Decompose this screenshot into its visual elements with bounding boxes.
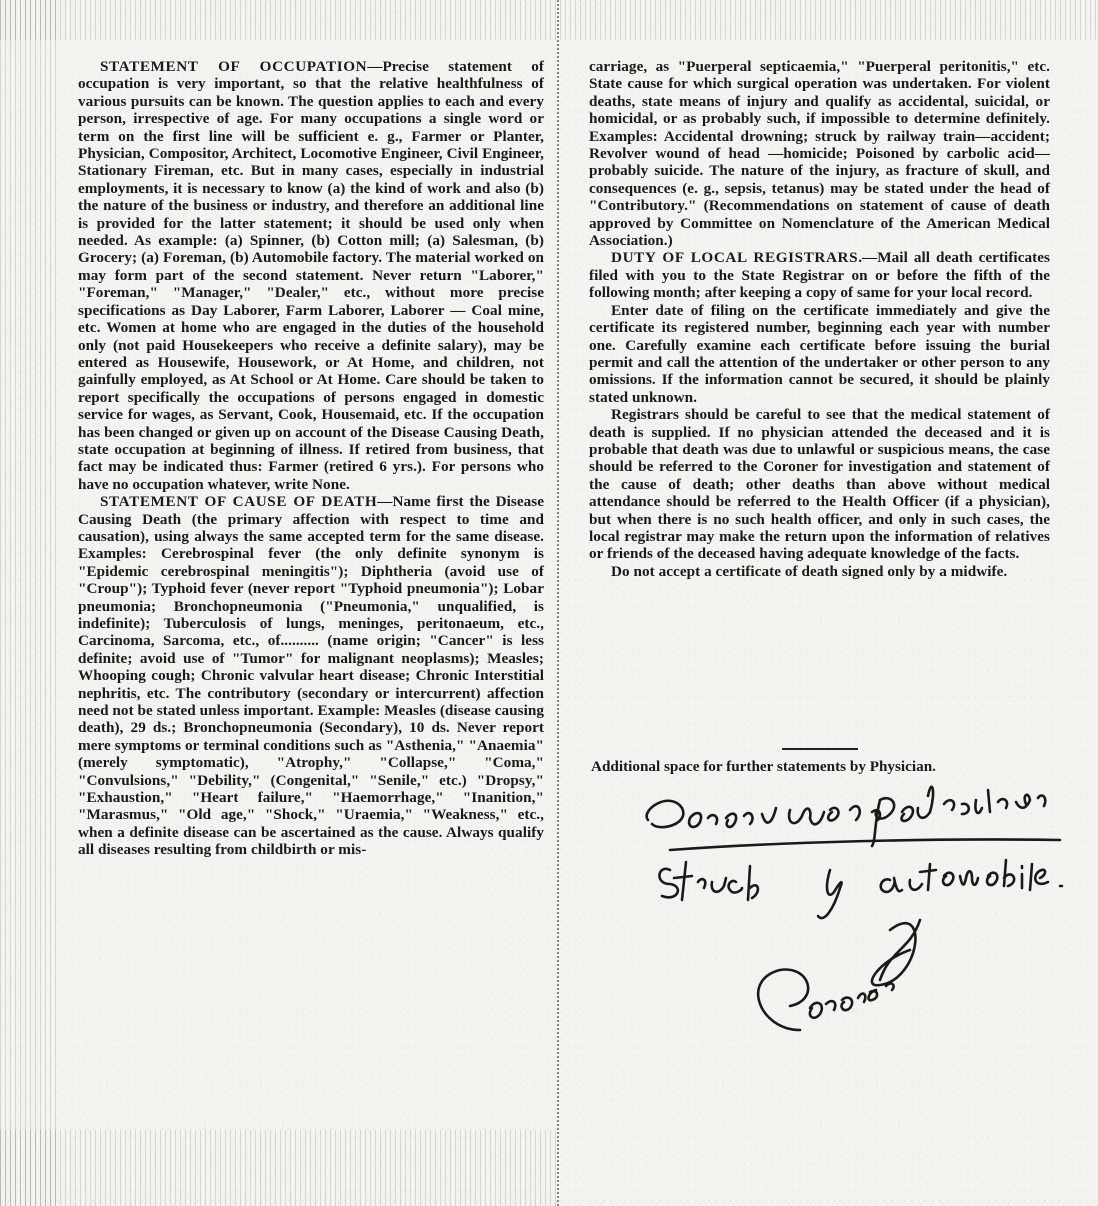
- handwritten-statement: [630, 780, 1080, 1050]
- left-edge-noise: [0, 0, 60, 1206]
- handwriting-line-2: [659, 860, 1062, 918]
- registrars-text: .—Mail all death certificates filed with you to the State Registrar on or before the fifth of the following month; after keeping a copy of same for your local record.: [589, 249, 1050, 302]
- right-column: [589, 58, 1050, 580]
- short-rule: [782, 748, 858, 750]
- additional-space-label: Additional space for further statements by Physician.: [591, 758, 936, 775]
- left-column: [78, 58, 544, 859]
- midwife-paragraph: Do not accept a certificate of death signed only by a midwife.: [611, 562, 1008, 580]
- cause-of-death-paragraph: [78, 493, 544, 859]
- registrars-paragraph: [589, 249, 1050, 301]
- filing-paragraph: Enter date of filing on the certificate immediately and give the certificate its registered number, beginning each year with number one. Carefully examine each certificate before issuing the burial permit and call the attention of the undertaker or other person to any omissions. If the information cannot be secured, it should be plainly stated unknown.: [589, 301, 1050, 406]
- registrars-heading: DUTY OF LOCAL REGISTRARS: [611, 249, 859, 267]
- occupation-text: —Precise statement of occupation is very important, so that the relative healthfulness of various pursuits can be known. The question applies to each and every person, irrespective of age. For many occupations a single word or term on the first line will be sufficient e. g., Farmer or Planter, Physician, Compositor, Architect, Locomotive Engineer, Civil Engineer, Stationary Fireman, etc. But in many cases, especially in industrial employments, it is necessary to know (a) the kind of work and also (b) the nature of the business or industry, and therefore an additional line is provided for the latter statement; it should be used only when needed. As example: (a) Spinner, (b) Cotton mill; (a) Salesman, (b) Grocery; (a) Foreman, (b) Automobile factory. The material worked on may form part of the second statement. Never return "Laborer," "Foreman," "Manager," "Dealer," etc., without more precise specifications as Day Laborer, Farm Laborer, Laborer — Coal mine, etc. Women at home who are engaged in the duties of the household only (not paid Housekeepers who receive a definite salary), may be entered as Housewife, Housework, or At Home, and children, not gainfully employed, as At School or At Home. Care should be taken to report specifically the occupations of persons engaged in domestic service for wages, as Servant, Cook, Housemaid, etc. If the occupation has been changed or given up on account of the Disease Causing Death, state occupation at beginning of illness. If retired from business, that fact may be indicated thus: Farmer (retired 6 yrs.). For persons who have no occupation whatever, write None.: [78, 58, 544, 493]
- careful-paragraph: Registrars should be careful to see that the medical statement of death is supplied. If no physician attended the deceased and it is probable that death was due to unlawful or suspicious means, the case should be referred to the Coroner for investigation and statement of the cause of death; other deaths than above without medical attendance should be referred to the Health Officer (if a physician), but when there is no such health officer, and only in such cases, the local registrar may make the return upon the information of relatives or friends of the deceased having adequate knowledge of the facts.: [589, 406, 1050, 563]
- signature: [758, 920, 920, 1030]
- occupation-paragraph: [78, 58, 544, 493]
- cause-of-death-heading: STATEMENT OF CAUSE OF DEATH: [100, 493, 378, 511]
- top-edge-noise: [0, 0, 1098, 40]
- continuation-paragraph: carriage, as "Puerperal septicaemia," "Puerperal peritonitis," etc. State cause for which surgical operation was undertaken. For violent deaths, state means of injury and qualify as accidental, suicidal, or homicidal, or as probably such, if impossible to determine definitely. Examples: Accidental drowning; struck by railway train—accident; Revolver wound of head —homicide; Poisoned by carbolic acid—probably suicide. The nature of the injury, as fracture of skull, and consequences (e. g., sepsis, tetanus) may be stated under the head of "Contributory." (Recommendations on statement of cause of death approved by Committee on Nomenclature of the American Medical Association.): [589, 58, 1050, 250]
- cause-of-death-text: —Name first the Disease Causing Death (the primary affection with respect to time and causation), using always the same accepted term for the same disease. Examples: Cerebrospinal fever (the only definite synonym is "Epidemic cerebrospinal meningitis"); Diphtheria (avoid use of "Croup"); Typhoid fever (never report "Typhoid pneumonia"); Lobar pneumonia; Bronchopneumonia ("Pneumonia," unqualified, is indefinite); Tuberculosis of lungs, meninges, peritonaeum, etc., Carcinoma, Sarcoma, etc., of.......... (name origin; "Cancer" is less definite; avoid use of "Tumor" for malignant neoplasms); Measles; Whooping cough; Chronic valvular heart disease; Chronic Interstitial nephritis, etc. The contributory (secondary or intercurrent) affection need not be stated unless important. Example: Measles (disease causing death), 29 ds.; Bronchopneumonia (Secondary), 10 ds. Never report mere symptoms or terminal conditions such as "Asthenia," "Anaemia" (merely symptomatic), "Atrophy," "Collapse," "Coma," "Convulsions," "Debility," (Congenital," "Senile," etc.) "Dropsy," "Exhaustion," "Heart failure," "Haemorrhage," "Inanition," "Marasmus," "Old age," "Shock," "Uraemia," "Weakness," etc., when a definite disease can be ascertained as the cause. Always qualify all diseases resulting from childbirth or mis-: [78, 493, 545, 859]
- column-divider: [557, 0, 559, 1206]
- handwriting-stroke-1: [670, 839, 1060, 850]
- handwriting-line-1: [647, 787, 1046, 846]
- occupation-heading: STATEMENT OF OCCUPATION: [100, 58, 368, 75]
- bottom-edge-noise: [0, 1130, 560, 1206]
